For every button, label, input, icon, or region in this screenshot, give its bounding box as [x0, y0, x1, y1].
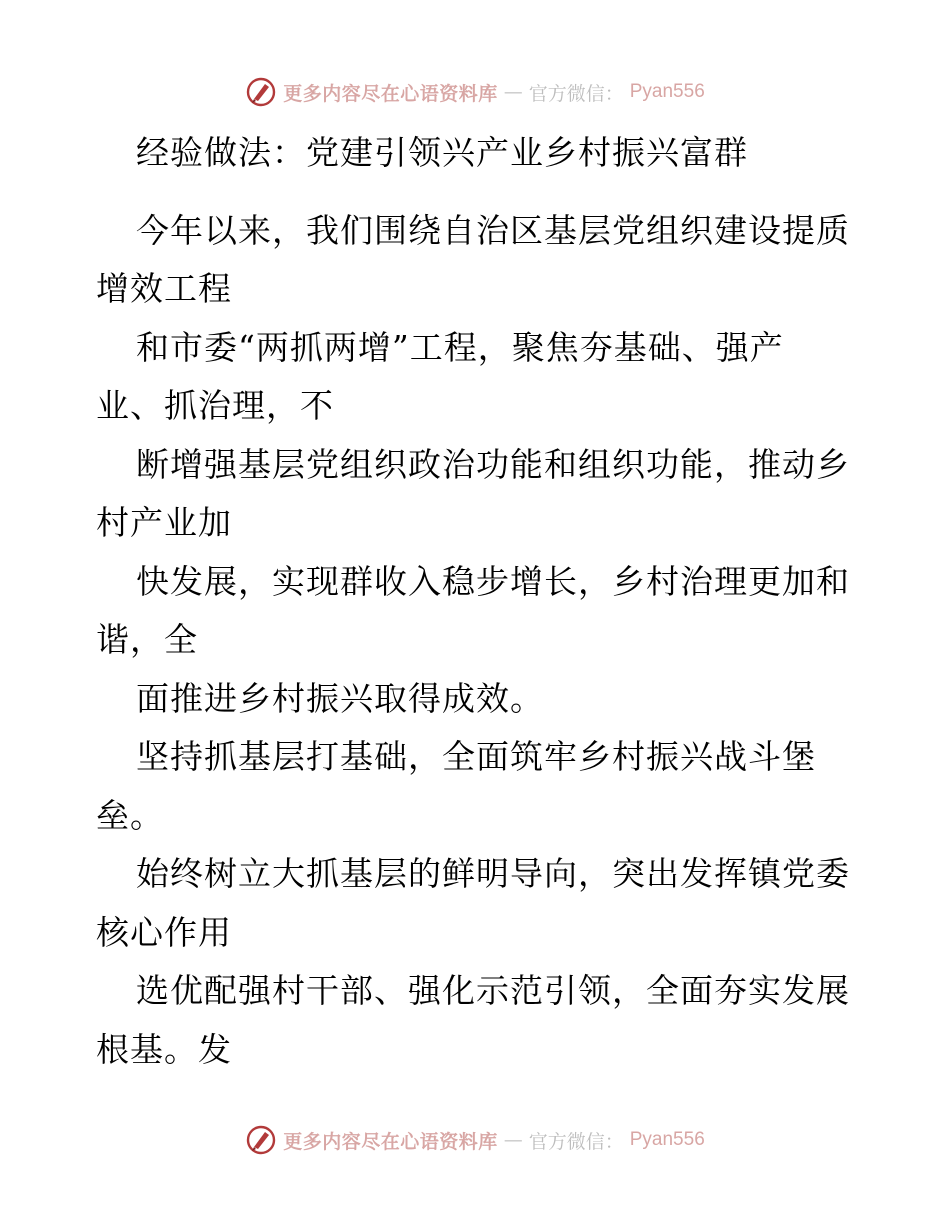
text-line: 断增强基层党组织政治功能和组织功能，推动乡 — [136, 444, 850, 484]
text-line: 谐，全 — [96, 620, 198, 659]
text-line: 面推进乡村振兴取得成效。 — [136, 678, 544, 718]
document-title: 经验做法：党建引领兴产业乡村振兴富群 — [136, 133, 748, 172]
watermark-wechat-label: 官方微信： — [528, 82, 624, 105]
watermark-wechat-id: Pyan556 — [629, 1129, 705, 1150]
text-line: 增效工程 — [96, 269, 232, 308]
quill-pen-circle-icon — [245, 76, 277, 108]
quill-pen-circle-icon — [245, 1124, 277, 1156]
footer-watermark — [0, 1120, 950, 1160]
text-line: 今年以来，我们围绕自治区基层党组织建设提质 — [136, 210, 850, 250]
watermark-separator: — — [503, 1129, 523, 1151]
watermark-wechat-id: Pyan556 — [629, 81, 705, 102]
header-watermark — [0, 72, 950, 112]
text-line: 业、抓治理，不 — [96, 386, 334, 425]
watermark-site-text: 更多内容尽在心语资料库 — [283, 1130, 498, 1153]
text-line: 核心作用 — [96, 912, 232, 952]
text-line: 和市委“两抓两增”工程，聚焦夯基础、强产 — [136, 327, 784, 367]
watermark-wechat-label: 官方微信： — [528, 1130, 624, 1153]
text-line: 根基。发 — [96, 1029, 232, 1069]
watermark-separator: — — [503, 81, 523, 103]
watermark-site-text: 更多内容尽在心语资料库 — [283, 82, 498, 105]
text-line: 村产业加 — [96, 503, 232, 542]
text-line: 坚持抓基层打基础，全面筑牢乡村振兴战斗堡 — [136, 737, 816, 776]
text-line: 垒。 — [96, 795, 164, 835]
document-body — [96, 124, 856, 1079]
text-line: 快发展，实现群收入稳步增长，乡村治理更加和 — [136, 561, 850, 601]
text-line: 始终树立大抓基层的鲜明导向，突出发挥镇党委 — [136, 854, 850, 893]
text-line: 选优配强村干部、强化示范引领，全面夯实发展 — [136, 971, 850, 1010]
